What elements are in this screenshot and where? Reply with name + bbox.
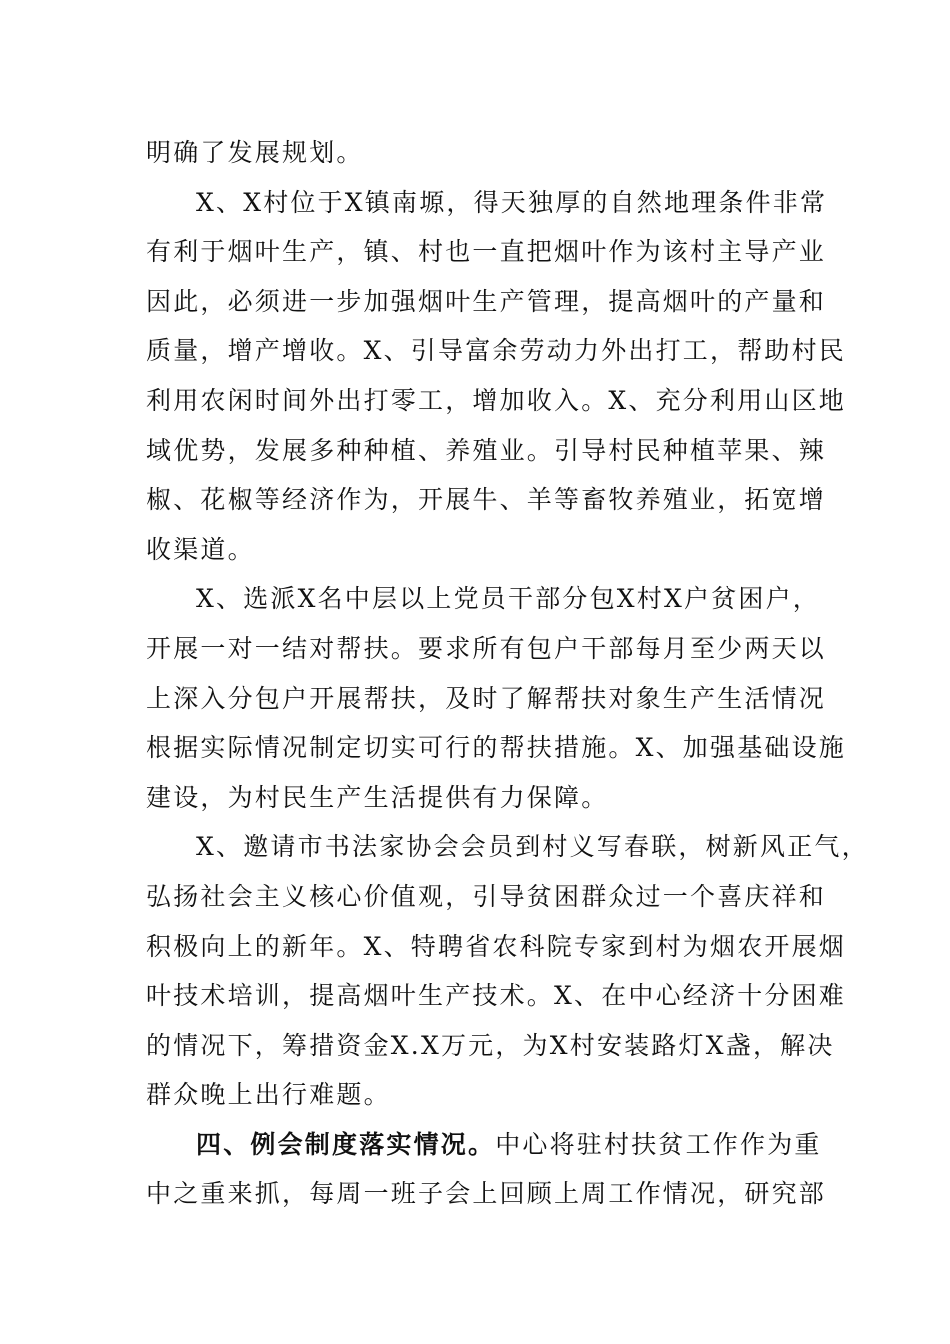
- text-line: 上深入分包户开展帮扶，及时了解帮扶对象生产生活情况: [146, 683, 827, 713]
- text-line: 叶技术培训，提高烟叶生产技术。X、在中心经济十分困难: [146, 981, 847, 1011]
- text-line: 积极向上的新年。X、特聘省农科院专家到村为烟农开展烟: [146, 931, 847, 961]
- paragraph-start-line: X、X村位于X镇南塬，得天独厚的自然地理条件非常: [196, 187, 828, 217]
- paragraph-start-line: X、邀请市书法家协会会员到村义写春联，树新风正气，: [196, 832, 869, 862]
- text-line: 收渠道。: [146, 534, 255, 564]
- document-body: [146, 128, 869, 1219]
- text-line: 域优势，发展多种种植、养殖业。引导村民种植苹果、辣: [146, 435, 827, 465]
- text-line: 明确了发展规划。: [146, 138, 364, 167]
- text-line: 有利于烟叶生产，镇、村也一直把烟叶作为该村主导产业: [146, 237, 827, 267]
- text-line: 根据实际情况制定切实可行的帮扶措施。X、加强基础设施: [146, 733, 847, 763]
- text-line: 因此，必须进一步加强烟叶生产管理，提高烟叶的产量和: [146, 286, 827, 316]
- text-line: 椒、花椒等经济作为，开展牛、羊等畜牧养殖业，拓宽增: [146, 485, 827, 515]
- text-line: 群众晚上出行难题。: [146, 1080, 391, 1110]
- text-line: 弘扬社会主义核心价值观，引导贫困群众过一个喜庆祥和: [146, 881, 827, 911]
- section-heading: 四、例会制度落实情况。: [196, 1129, 496, 1159]
- section-text: 中心将驻村扶贫工作作为重: [495, 1129, 822, 1159]
- text-line: 建设，为村民生产生活提供有力保障。: [146, 782, 609, 812]
- text-line: 中之重来抓，每周一班子会上回顾上周工作情况，研究部: [146, 1179, 827, 1209]
- text-line: 的情况下，筹措资金X.X万元，为X村安装路灯X盏，解决: [146, 1030, 835, 1060]
- section-start-line: [146, 1120, 822, 1170]
- text-line: 利用农闲时间外出打零工，增加收入。X、充分利用山区地: [146, 385, 847, 415]
- text-line: 质量，增产增收。X、引导富余劳动力外出打工，帮助村民: [146, 336, 847, 366]
- text-line: 开展一对一结对帮扶。要求所有包户干部每月至少两天以: [146, 633, 827, 663]
- paragraph-start-line: X、选派X名中层以上党员干部分包X村X户贫困户，: [196, 584, 820, 614]
